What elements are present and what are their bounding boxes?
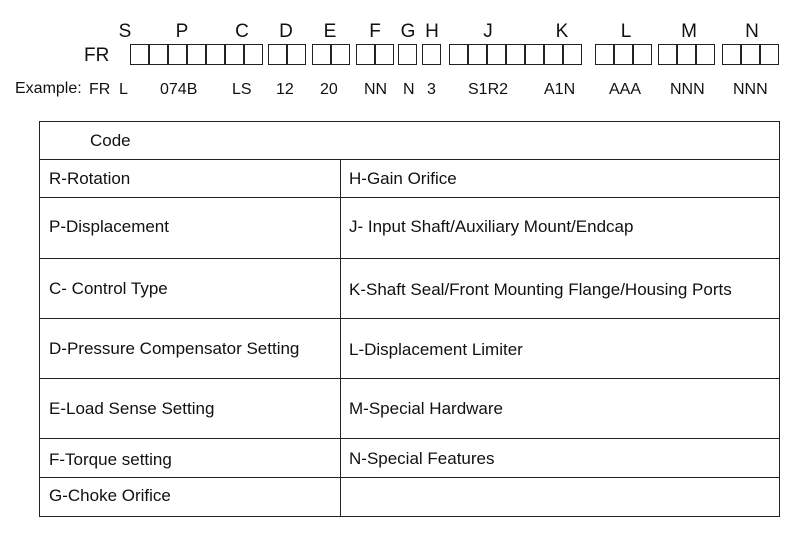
code-box xyxy=(422,44,441,65)
code-box xyxy=(760,44,779,65)
code-box xyxy=(595,44,614,65)
letter-l: L xyxy=(620,21,632,42)
example-value: S1R2 xyxy=(468,81,509,98)
code-box xyxy=(356,44,375,65)
code-box xyxy=(741,44,760,65)
code-box xyxy=(187,44,206,65)
table-cell-right: N-Special Features xyxy=(349,449,495,468)
example-value: NNN xyxy=(670,81,705,98)
code-box xyxy=(614,44,633,65)
letter-m: M xyxy=(681,21,697,42)
table-cell-left: G-Choke Orifice xyxy=(49,486,171,505)
table-cell-left: C- Control Type xyxy=(49,279,168,298)
code-box xyxy=(468,44,487,65)
example-value: NNN xyxy=(733,81,768,98)
table-divider xyxy=(40,318,779,319)
example-value: LS xyxy=(232,81,252,98)
table-divider xyxy=(40,477,779,478)
example-value: AAA xyxy=(609,81,642,98)
example-value: 12 xyxy=(276,81,294,98)
code-box xyxy=(287,44,306,65)
model-prefix: FR xyxy=(84,45,110,66)
code-box xyxy=(268,44,287,65)
code-box xyxy=(244,44,263,65)
example-value: L xyxy=(119,81,128,98)
code-box xyxy=(331,44,350,65)
letter-c: C xyxy=(235,21,249,42)
table-title: Code xyxy=(90,131,131,150)
table-column-divider xyxy=(340,160,341,516)
table-divider xyxy=(40,438,779,439)
table-cell-right: L-Displacement Limiter xyxy=(349,340,523,359)
letter-s: S xyxy=(118,21,132,42)
code-box xyxy=(312,44,331,65)
code-box xyxy=(398,44,417,65)
code-box xyxy=(525,44,544,65)
table-divider xyxy=(40,378,779,379)
table-cell-right: H-Gain Orifice xyxy=(349,169,457,188)
example-value: FR xyxy=(89,81,111,98)
code-box xyxy=(722,44,741,65)
example-value: 20 xyxy=(320,81,338,98)
code-box xyxy=(506,44,525,65)
letter-e: E xyxy=(323,21,337,42)
example-value: 3 xyxy=(427,81,436,98)
table-cell-right: J- Input Shaft/Auxiliary Mount/Endcap xyxy=(349,217,634,236)
letter-p: P xyxy=(175,21,189,42)
table-cell-left: R-Rotation xyxy=(49,169,131,188)
code-box xyxy=(168,44,187,65)
example-value: 074B xyxy=(160,81,198,98)
code-box xyxy=(677,44,696,65)
letter-d: D xyxy=(279,21,293,42)
code-box xyxy=(149,44,168,65)
code-box xyxy=(633,44,652,65)
letter-h: H xyxy=(425,21,439,42)
example-label: Example: xyxy=(15,80,82,97)
table-cell-left: E-Load Sense Setting xyxy=(49,399,215,418)
code-box xyxy=(375,44,394,65)
example-value: NN xyxy=(364,81,388,98)
table-divider xyxy=(40,258,779,259)
example-value: A1N xyxy=(544,81,576,98)
table-cell-right: M-Special Hardware xyxy=(349,399,503,418)
code-box xyxy=(487,44,506,65)
code-box xyxy=(658,44,677,65)
letter-f: F xyxy=(369,21,381,42)
code-box xyxy=(449,44,468,65)
table-divider xyxy=(40,197,779,198)
code-box xyxy=(225,44,244,65)
letter-k: K xyxy=(555,21,569,42)
table-cell-left: F-Torque setting xyxy=(49,450,172,469)
table-cell-left: D-Pressure Compensator Setting xyxy=(49,339,300,358)
letter-n: N xyxy=(745,21,759,42)
letter-g: G xyxy=(400,21,416,42)
table-cell-left: P-Displacement xyxy=(49,217,169,236)
code-box xyxy=(130,44,149,65)
letter-j: J xyxy=(483,21,493,42)
code-box xyxy=(544,44,563,65)
table-divider xyxy=(40,159,779,160)
code-table xyxy=(39,121,780,517)
code-box xyxy=(563,44,582,65)
table-cell-right: K-Shaft Seal/Front Mounting Flange/Housing Ports xyxy=(349,280,732,299)
example-value: N xyxy=(403,81,415,98)
code-box xyxy=(206,44,225,65)
code-box xyxy=(696,44,715,65)
